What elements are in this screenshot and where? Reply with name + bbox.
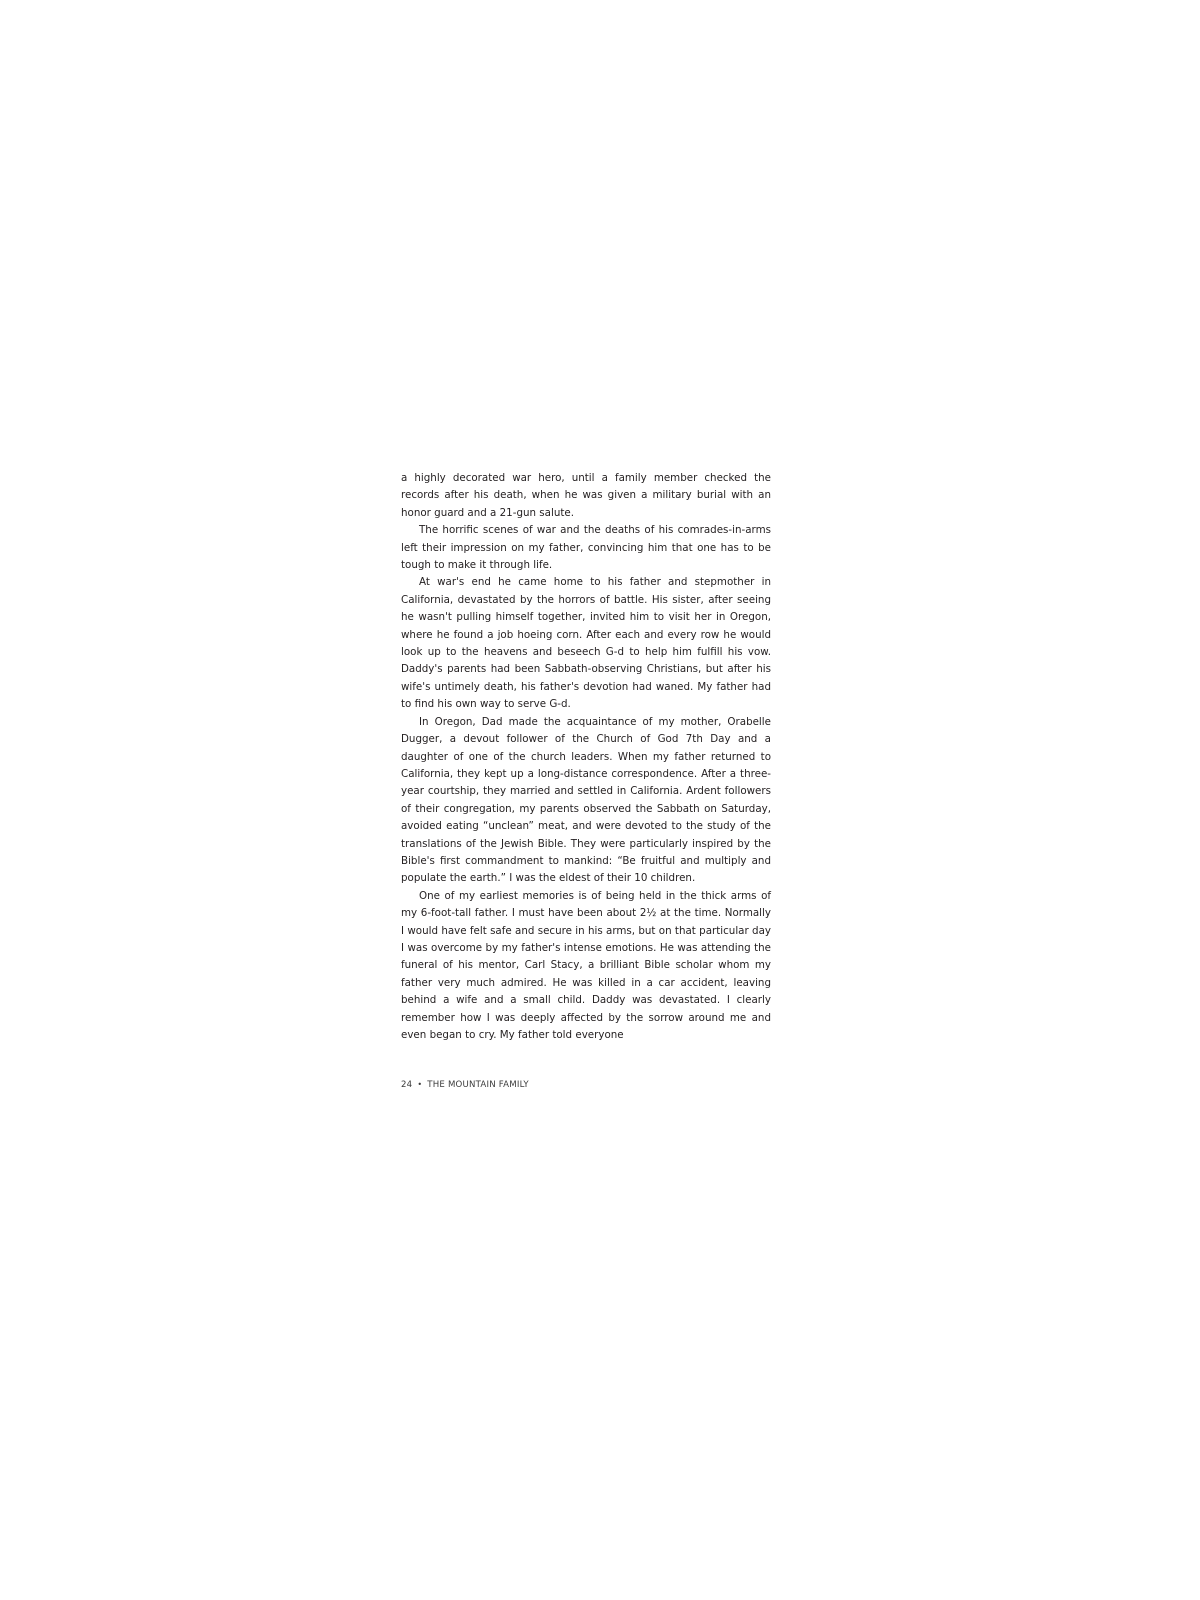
body-text-column	[401, 470, 771, 1044]
paragraph: a highly decorated war hero, until a family member checked the records after his death, when he was given a military burial with an honor guard and a 21-gun salute.	[401, 472, 771, 519]
paragraph: At war's end he came home to his father and stepmother in California, devastated by the horrors of battle. His sister, after seeing he wasn't pulling himself together, invited him to visit her in Oregon, where he found a job hoeing corn. After each and every row he would look up to the heavens and beseech G-d to help him fulfill his vow. Daddy's parents had been Sabbath-observing Christians, but after his wife's untimely death, his father's devotion had waned. My father had to find his own way to serve G-d.	[401, 576, 771, 711]
paragraph: One of my earliest memories is of being held in the thick arms of my 6-foot-tall father. I must have been about 2½ at the time. Normally I would have felt safe and secure in his arms, but on that particular day I was overcome by my father's intense emotions. He was attending the funeral of his mentor, Carl Stacy, a brilliant Bible scholar whom my father very much admired. He was killed in a car accident, leaving behind a wife and a small child. Daddy was devastated. I clearly remember how I was deeply affected by the sorrow around me and even began to cry. My father told everyone	[401, 889, 771, 1041]
paragraph: In Oregon, Dad made the acquaintance of my mother, Orabelle Dugger, a devout follower of the Church of God 7th Day and a daughter of one of the church leaders. When my father returned to California, they kept up a long-distance correspondence. After a three-year courtship, they married and settled in California. Ardent followers of their congregation, my parents observed the Sabbath on Saturday, avoided eating “unclean” meat, and were devoted to the study of the translations of the Jewish Bible. They were particularly inspired by the Bible's first commandment to mankind: “Be fruitful and multiply and populate the earth.” I was the eldest of their 10 children.	[401, 715, 771, 885]
footer-separator: •	[417, 1079, 423, 1089]
page-footer	[401, 1080, 529, 1090]
running-head: THE MOUNTAIN FAMILY	[427, 1080, 529, 1090]
paragraph: The horrific scenes of war and the deaths of his comrades-in-arms left their impression on my father, convincing him that one has to be tough to make it through life.	[401, 524, 771, 572]
page-number: 24	[401, 1080, 413, 1090]
